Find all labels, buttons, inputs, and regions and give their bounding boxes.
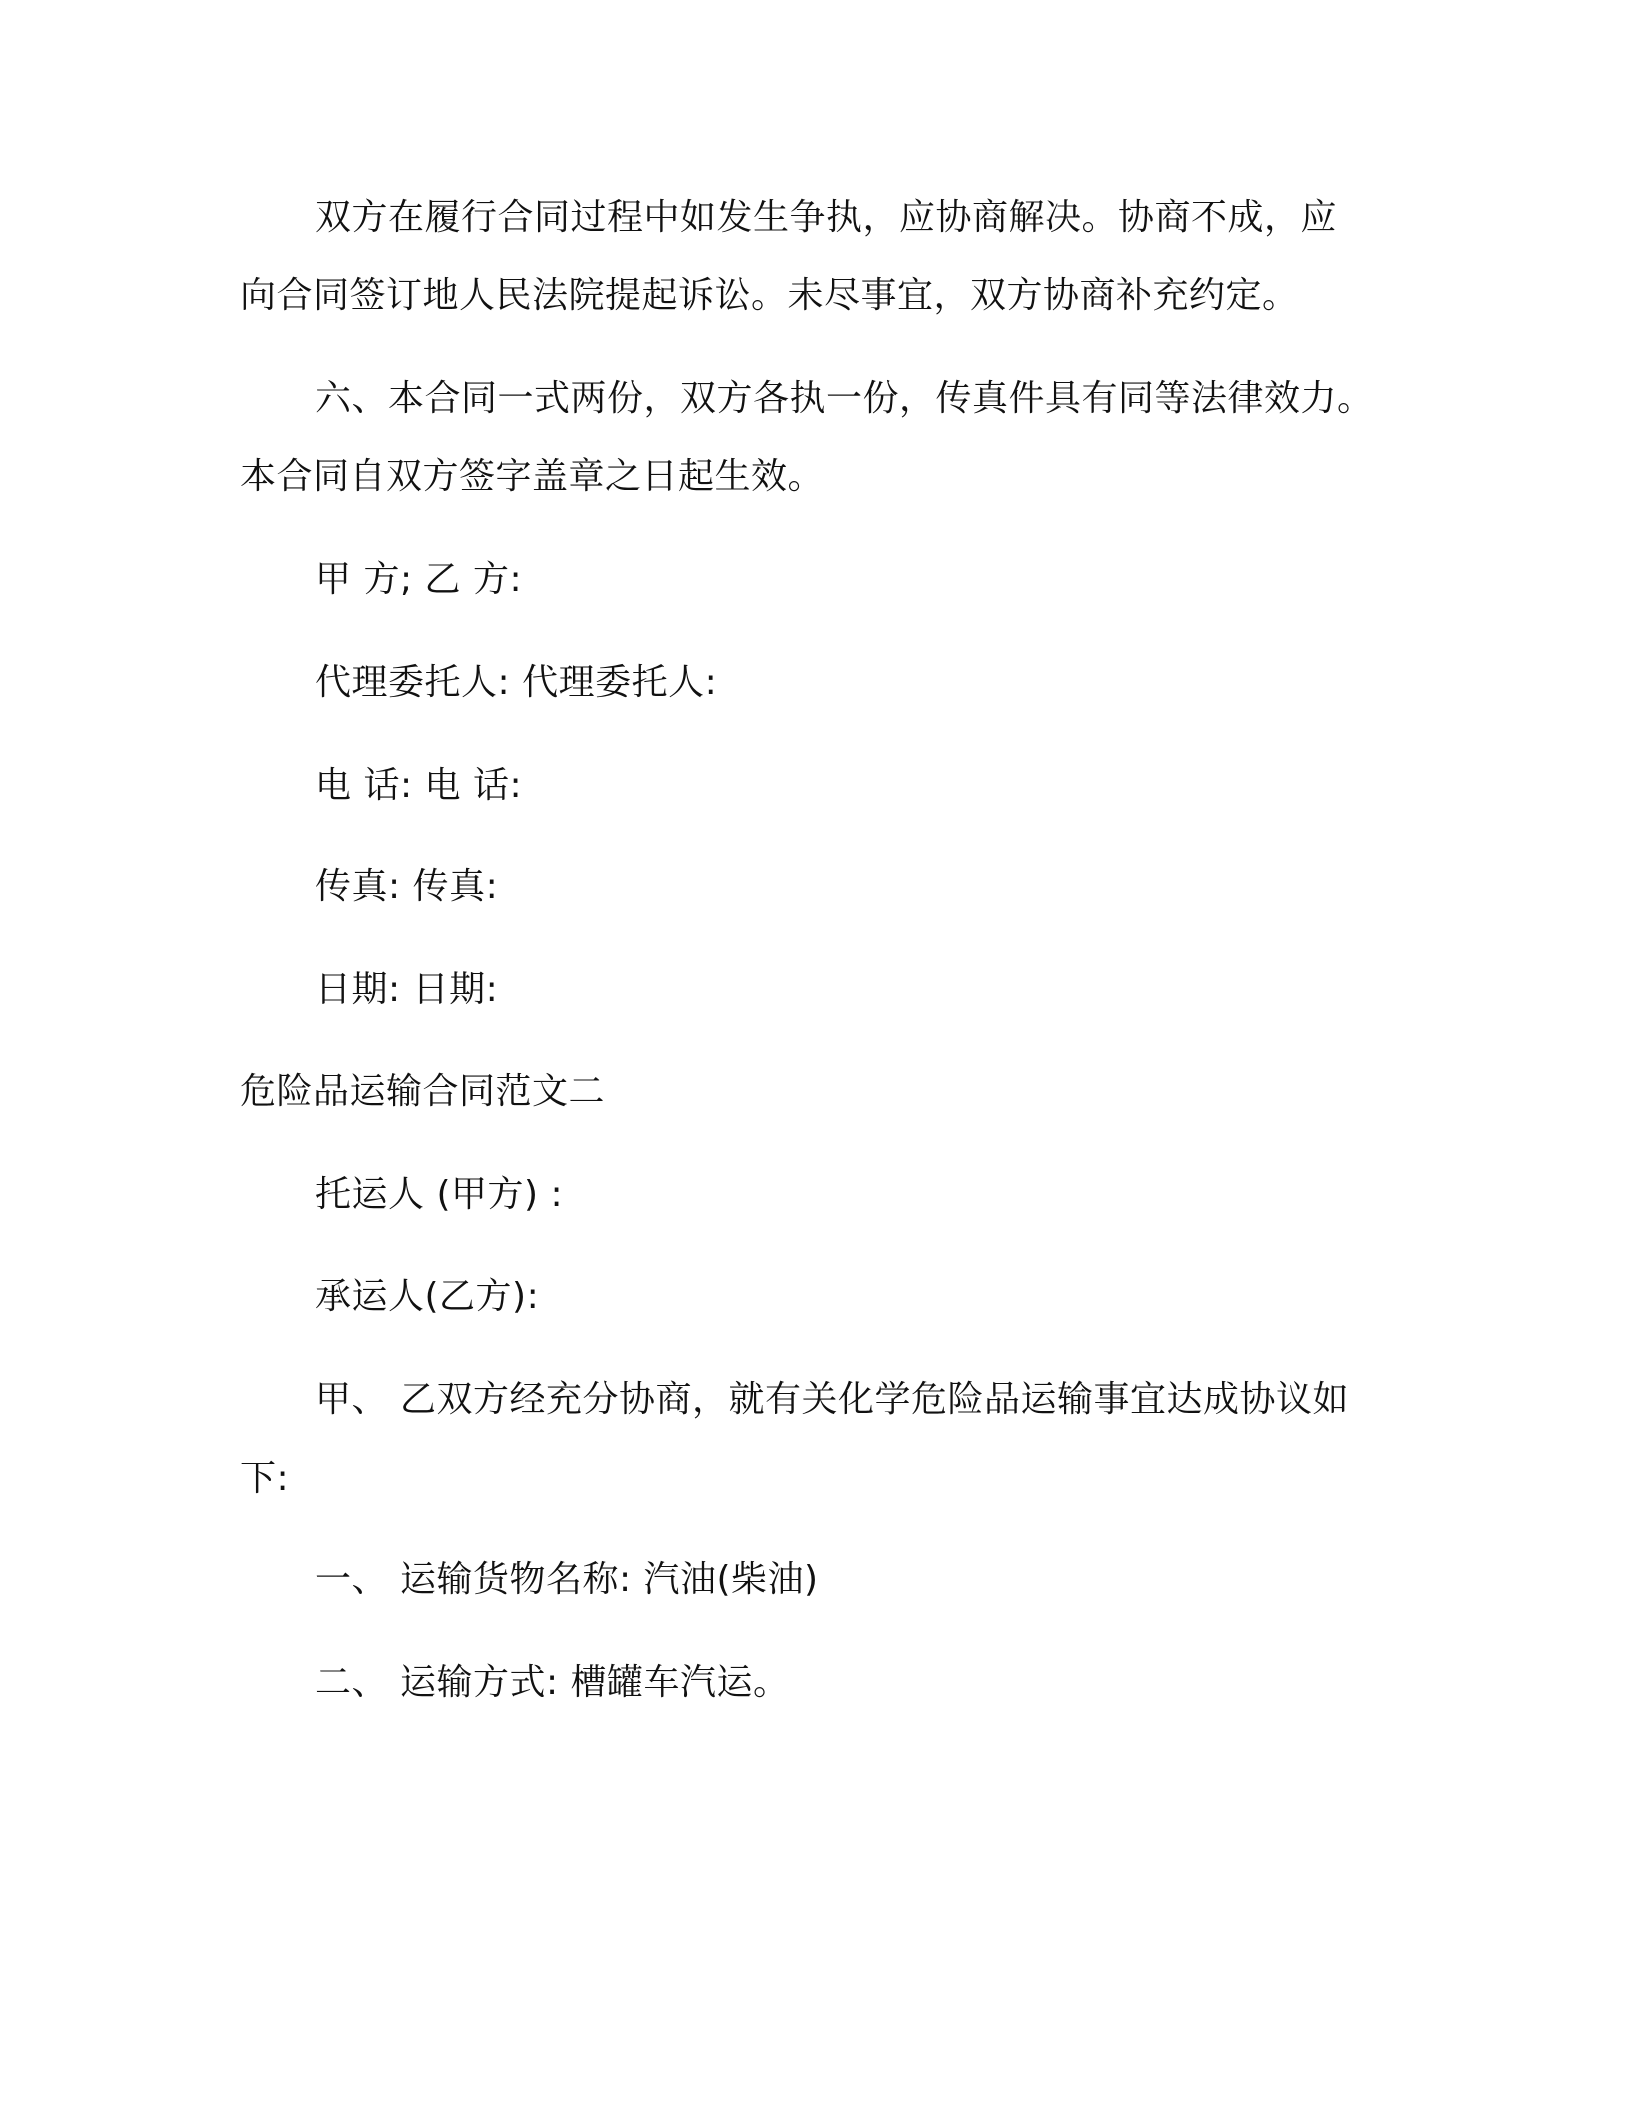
signature-fax: 传真: 传真: [315,866,499,907]
agreement-line-1: 甲、 乙双方经充分协商，就有关化学危险品运输事宜达成协议如 [315,1379,1349,1420]
clause-goods-name: 一、 运输货物名称: 汽油(柴油) [315,1559,819,1600]
paragraph-dispute-line-1: 双方在履行合同过程中如发生争执，应协商解决。协商不成，应 [315,197,1338,238]
carrier-line: 承运人(乙方): [315,1276,540,1317]
signature-date: 日期: 日期: [315,969,499,1010]
signature-phone: 电 话: 电 话: [315,765,523,806]
clause-transport-method: 二、 运输方式: 槽罐车汽运。 [315,1662,790,1703]
signature-parties: 甲 方; 乙 方: [315,559,523,600]
paragraph-copies-line-1: 六、本合同一式两份，双方各执一份，传真件具有同等法律效力。 [315,378,1374,419]
paragraph-dispute-line-2: 向合同签订地人民法院提起诉讼。未尽事宜，双方协商补充约定。 [240,275,1299,316]
signature-agents: 代理委托人: 代理委托人: [315,662,718,703]
consignor-line: 托运人 (甲方) : [315,1174,564,1215]
section-title: 危险品运输合同范文二 [240,1071,606,1112]
agreement-line-2: 下: [240,1458,290,1499]
paragraph-copies-line-2: 本合同自双方签字盖章之日起生效。 [240,456,825,497]
